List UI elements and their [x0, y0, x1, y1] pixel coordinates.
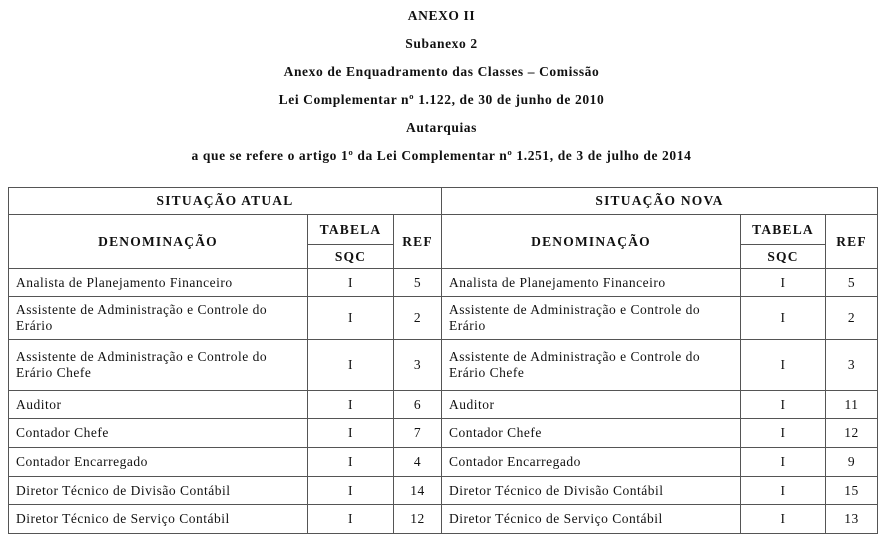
- new-ref-cell: 15: [826, 477, 878, 505]
- new-denomination-cell: Diretor Técnico de Serviço Contábil: [442, 505, 741, 534]
- current-denomination-cell: Assistente de Administração e Controle do Erário Chefe: [9, 340, 308, 391]
- column-header-ref: REF: [826, 215, 878, 269]
- new-sqc-cell: I: [741, 505, 826, 534]
- current-ref-cell: 14: [394, 477, 442, 505]
- new-ref-cell: 5: [826, 269, 878, 297]
- column-header-tabela: TABELA: [741, 215, 826, 245]
- current-sqc-cell: I: [308, 477, 394, 505]
- table-row: [9, 297, 878, 340]
- current-ref-cell: 3: [394, 340, 442, 391]
- new-denomination-cell: Contador Encarregado: [442, 448, 741, 477]
- current-sqc-cell: I: [308, 297, 394, 340]
- new-sqc-cell: I: [741, 269, 826, 297]
- table-row: [9, 269, 878, 297]
- column-header-sqc: SQC: [308, 245, 394, 269]
- current-denomination-cell: Diretor Técnico de Serviço Contábil: [9, 505, 308, 534]
- current-ref-cell: 6: [394, 391, 442, 419]
- column-header-denominacao: DENOMINAÇÃO: [9, 215, 308, 269]
- new-ref-cell: 11: [826, 391, 878, 419]
- new-denomination-cell: Contador Chefe: [442, 419, 741, 448]
- new-sqc-cell: I: [741, 340, 826, 391]
- new-sqc-cell: I: [741, 448, 826, 477]
- table-row: [9, 477, 878, 505]
- column-header-ref: REF: [394, 215, 442, 269]
- table-row: [9, 505, 878, 534]
- table-row: [9, 391, 878, 419]
- current-sqc-cell: I: [308, 340, 394, 391]
- current-denomination-cell: Diretor Técnico de Divisão Contábil: [9, 477, 308, 505]
- current-sqc-cell: I: [308, 391, 394, 419]
- current-denomination-cell: Analista de Planejamento Financeiro: [9, 269, 308, 297]
- new-ref-cell: 2: [826, 297, 878, 340]
- classification-table: [8, 187, 878, 534]
- new-ref-cell: 13: [826, 505, 878, 534]
- document-header: [0, 6, 883, 174]
- table-row: [9, 419, 878, 448]
- current-sqc-cell: I: [308, 505, 394, 534]
- group-header-new: SITUAÇÃO NOVA: [442, 188, 878, 215]
- entity-type: Autarquias: [405, 120, 478, 135]
- annex-title: ANEXO II: [407, 8, 476, 23]
- new-sqc-cell: I: [741, 391, 826, 419]
- current-sqc-cell: I: [308, 419, 394, 448]
- new-denomination-cell: Assistente de Administração e Controle do Erário: [442, 297, 741, 340]
- table-row: [9, 340, 878, 391]
- new-sqc-cell: I: [741, 419, 826, 448]
- column-header-tabela: TABELA: [308, 215, 394, 245]
- current-denomination-cell: Assistente de Administração e Controle do Erário: [9, 297, 308, 340]
- new-denomination-cell: Analista de Planejamento Financeiro: [442, 269, 741, 297]
- new-denomination-cell: Diretor Técnico de Divisão Contábil: [442, 477, 741, 505]
- article-reference: a que se refere o artigo 1º da Lei Complementar nº 1.251, de 3 de julho de 2014: [191, 148, 692, 163]
- current-sqc-cell: I: [308, 448, 394, 477]
- new-ref-cell: 9: [826, 448, 878, 477]
- law-reference: Lei Complementar nº 1.122, de 30 de junho de 2010: [278, 92, 605, 107]
- current-sqc-cell: I: [308, 269, 394, 297]
- current-denomination-cell: Auditor: [9, 391, 308, 419]
- new-ref-cell: 3: [826, 340, 878, 391]
- new-sqc-cell: I: [741, 477, 826, 505]
- current-ref-cell: 5: [394, 269, 442, 297]
- column-header-sqc: SQC: [741, 245, 826, 269]
- current-ref-cell: 2: [394, 297, 442, 340]
- current-denomination-cell: Contador Chefe: [9, 419, 308, 448]
- new-denomination-cell: Auditor: [442, 391, 741, 419]
- annex-description: Anexo de Enquadramento das Classes – Comissão: [283, 64, 600, 79]
- group-header-current: SITUAÇÃO ATUAL: [9, 188, 442, 215]
- current-ref-cell: 4: [394, 448, 442, 477]
- subannex-title: Subanexo 2: [405, 36, 478, 51]
- new-sqc-cell: I: [741, 297, 826, 340]
- current-ref-cell: 7: [394, 419, 442, 448]
- new-denomination-cell: Assistente de Administração e Controle do Erário Chefe: [442, 340, 741, 391]
- column-header-denominacao: DENOMINAÇÃO: [442, 215, 741, 269]
- current-denomination-cell: Contador Encarregado: [9, 448, 308, 477]
- current-ref-cell: 12: [394, 505, 442, 534]
- table-row: [9, 448, 878, 477]
- new-ref-cell: 12: [826, 419, 878, 448]
